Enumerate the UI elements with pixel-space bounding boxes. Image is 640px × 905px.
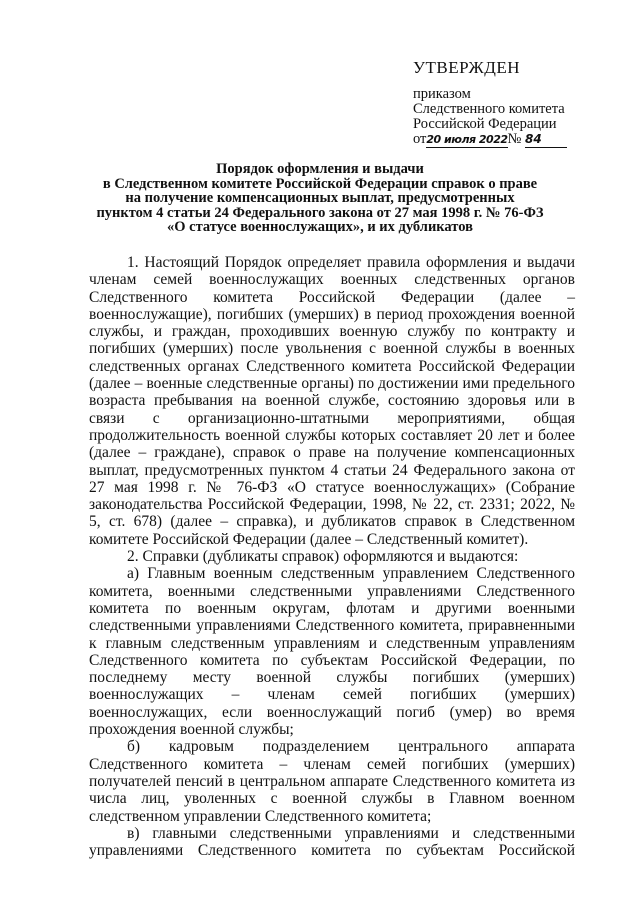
title-line-5: «О статусе военнослужащих», и их дубликатов (167, 219, 473, 236)
paragraph-2a: а) Главным военным следственным управлением Следственного комитета, военными следственными управлениями Следственного комитета по военным округам, флотам и другими военными следственными управлениями Следственного комитета, приравненными к главным следственным управлениям и следственным управлениям Следственного комитета по субъектам Российской Федерации, по последнему месту военной службы погибших (умерших) военнослужащих – членам семей погибших (умерших) военнослужащих, если военнослужащий погиб (умер) во время прохождения военной службы; (89, 565, 575, 739)
paragraph-2b: б) кадровым подразделением центрального аппарата Следственного комитета – членам семей погибших (умерших) получателей пенсий в центральном аппарате Следственного комитета из числа лиц, уволенных с военной службы в Главном военном следственном управлении Следственного комитета; (89, 738, 575, 825)
title-line-3: на получение компенсационных выплат, предусмотренных (125, 190, 515, 207)
approval-from-label: от (413, 131, 427, 147)
document-body (89, 254, 575, 859)
approval-line-1: приказом (413, 86, 471, 102)
paragraph-2: 2. Справки (дубликаты справок) оформляются и выдаются: (127, 548, 519, 566)
approval-date-number-line (413, 132, 633, 148)
approval-handwritten-date: 20 июля 2022 (426, 133, 508, 146)
title-line-1: Порядок оформления и выдачи (216, 161, 424, 177)
approval-heading: УТВЕРЖДЕН (413, 58, 520, 77)
approval-number-label: № (507, 131, 522, 147)
title-line-2: в Следственном комитете Российской Федерации справок о праве (102, 175, 538, 192)
approval-line-3: Российской Федерации (413, 116, 557, 132)
paragraph-1: 1. Настоящий Порядок определяет правила оформления и выдачи членам семей военнослужащих военных следственных органов Следственного комитета Российской Федерации (далее – военнослужащие), погибших (умерших) в период прохождения военной службы, и граждан, проходивших военную службу по контракту и погибших (умерших) после увольнения с военной службы в военных следственных органах Следственного комитета Российской Федерации (далее – военные следственные органы) по достижении ими предельного возраста пребывания на военной службе, состоянию здоровья или в связи с организационно-штатными мероприятиями, общая продолжительность военной службы которых составляет 20 лет и более (далее – граждане), справок о праве на получение компенсационных выплат, предусмотренных пунктом 4 статьи 24 Федерального закона от 27 мая 1998 г. № 76-ФЗ «О статусе военнослужащих» (Собрание законодательства Российской Федерации, 1998, № 22, ст. 2331; 2022, № 5, ст. 678) (далее – справка), и дубликатов справок в Следственном комитете Российской Федерации (далее – Следственный комитет). (89, 254, 575, 548)
document-title (60, 162, 580, 235)
approval-line-2: Следственного комитета (413, 101, 565, 117)
paragraph-2c: в) главными следственными управлениями и следственными управлениями Следственного комитета по субъектам Российской (89, 824, 575, 860)
approval-stamp-block (413, 60, 633, 148)
title-line-4: пунктом 4 статьи 24 Федерального закона от 27 мая 1998 г. № 76-ФЗ (96, 204, 544, 221)
approval-handwritten-number: 84 (524, 132, 542, 146)
